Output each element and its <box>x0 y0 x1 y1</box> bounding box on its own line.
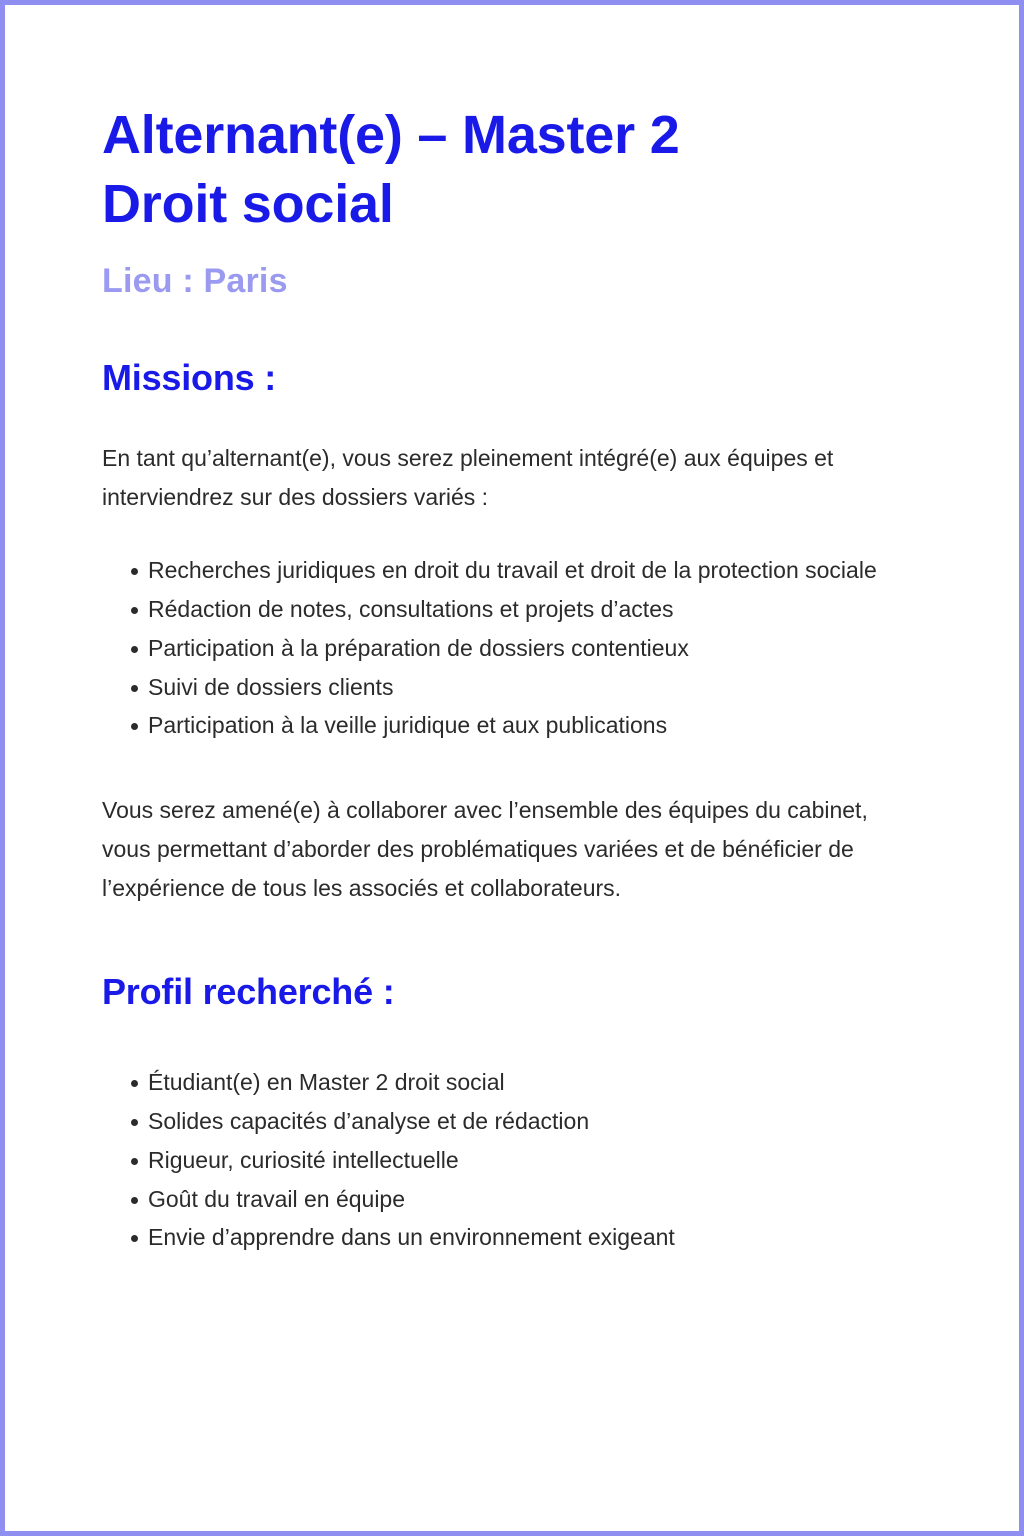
profil-heading: Profil recherché : <box>102 970 395 1012</box>
list-item: Étudiant(e) en Master 2 droit social <box>102 1063 922 1102</box>
list-item: Participation à la veille juridique et aux publications <box>102 706 922 745</box>
profil-section <box>102 970 922 1257</box>
page-title <box>102 101 862 239</box>
list-item: Recherches juridiques en droit du travail et droit de la protection sociale <box>102 551 922 590</box>
list-item: Envie d’apprendre dans un environnement exigeant <box>102 1218 922 1257</box>
list-item: Rédaction de notes, consultations et projets d’actes <box>102 590 922 629</box>
list-item: Solides capacités d’analyse et de rédaction <box>102 1102 922 1141</box>
job-posting-content <box>5 5 1019 1257</box>
list-item: Rigueur, curiosité intellectuelle <box>102 1141 922 1180</box>
job-location: Lieu : Paris <box>102 262 288 301</box>
missions-intro-text: En tant qu’alternant(e), vous serez pleinement intégré(e) aux équipes et interviendrez sur des dossiers variés : <box>102 445 834 511</box>
job-title-line-2: Droit social <box>102 174 394 235</box>
list-item: Participation à la préparation de dossiers contentieux <box>102 629 922 668</box>
missions-list <box>102 551 922 745</box>
missions-outro-text: Vous serez amené(e) à collaborer avec l’ensemble des équipes du cabinet, vous permettant d’aborder des problématiques variées et de bénéficier de l’expérience de tous les associés et collaborateurs. <box>102 797 868 901</box>
profil-list <box>102 1063 922 1257</box>
missions-section <box>102 356 922 908</box>
job-title-line-1: Alternant(e) – Master 2 <box>102 105 680 165</box>
missions-heading: Missions : <box>102 357 277 399</box>
list-item: Suivi de dossiers clients <box>102 668 922 707</box>
list-item: Goût du travail en équipe <box>102 1180 922 1219</box>
